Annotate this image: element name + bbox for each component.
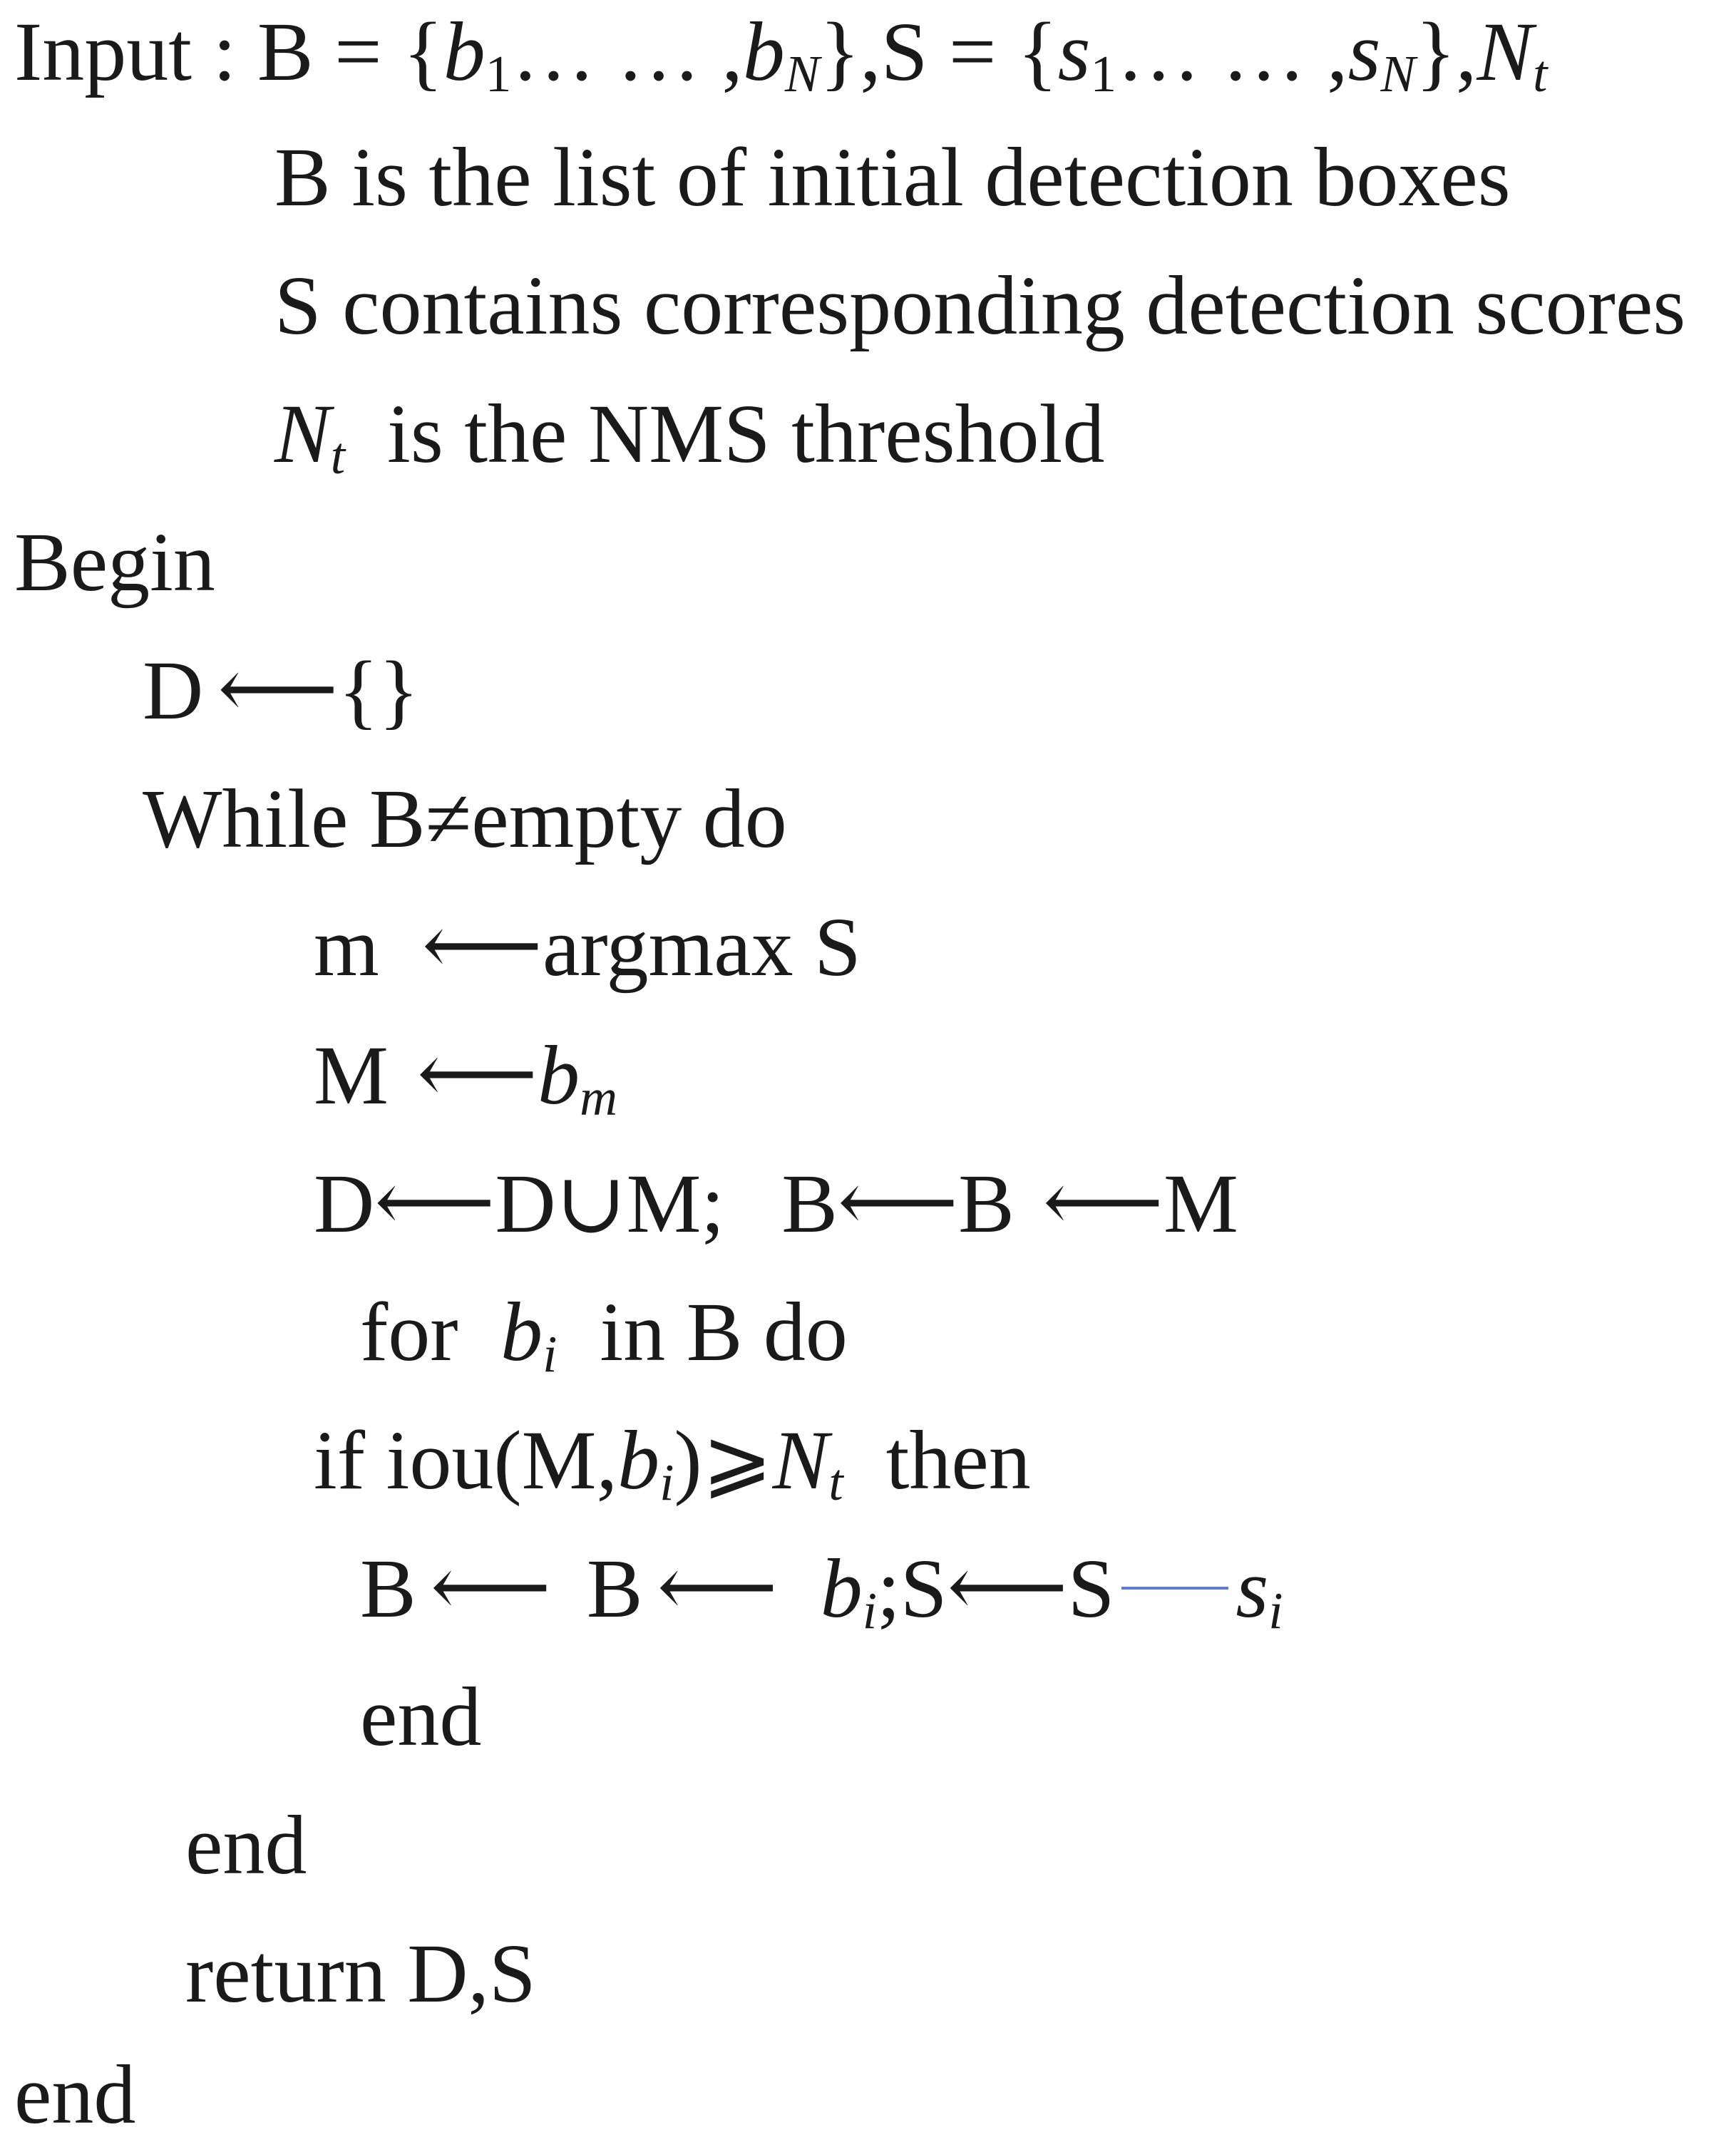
for-rest: in B do [600, 1285, 848, 1379]
update-line: B ⟵ B ⟵ b $_i$ ;S ⟵ S s $_i$ [360, 1540, 1283, 1640]
end-outer-line [14, 2048, 136, 2141]
assign-arrow: ⟵ [430, 1540, 551, 1634]
init-d-line [143, 642, 419, 737]
B-rhs: B [958, 1157, 1015, 1250]
update-b-symbol: b [820, 1542, 863, 1635]
return-statement: return D,S [185, 1927, 536, 2020]
update-B2: B [586, 1542, 643, 1635]
remove-arrow: ⟵ [1042, 1155, 1164, 1249]
while-line [143, 772, 787, 865]
desc-b-line [274, 130, 1511, 224]
end-while-line [185, 1798, 307, 1892]
D-update-line [314, 1155, 1238, 1250]
neq-symbol: ≠ [425, 772, 472, 865]
end-inner-line [360, 1670, 482, 1763]
for-line: for b $_i$ in B do [360, 1285, 848, 1384]
m-assign-line [314, 898, 861, 994]
return-line [185, 1927, 536, 2020]
s-symbol-n: s [1347, 5, 1381, 98]
M-rhs-symbol: b [538, 1029, 580, 1122]
then-keyword: then [885, 1414, 1031, 1507]
M-assign-line: M ⟵ b $_m$ [314, 1026, 617, 1127]
assign-arrow: ⟵ [416, 1026, 538, 1121]
update-S: S [1067, 1542, 1115, 1635]
assign-arrow: ⟵ [217, 642, 339, 736]
desc-s-text: S contains corresponding detection scores [274, 259, 1686, 352]
init-d-lhs: D [143, 644, 204, 737]
begin-line [14, 515, 215, 609]
set-end: }, [1415, 5, 1477, 98]
if-n-symbol: N [772, 1414, 829, 1507]
minus-line [1121, 1587, 1228, 1590]
desc-s-line [274, 259, 1686, 352]
input-label: Input : B = { [14, 5, 443, 98]
for-keyword: for [360, 1285, 480, 1379]
input-line: Input : B = { b $_1$ … … , b $_N$ },S = { s $_1$ … … , s $_N$ }, N $_t$ [14, 5, 1548, 103]
s-dots: … … , [1116, 5, 1348, 98]
desc-nt-text: is the NMS threshold [345, 387, 1105, 480]
if-keyword: if iou(M, [314, 1414, 618, 1507]
set-mid: },S = { [819, 5, 1058, 98]
M-lhs: M [314, 1029, 389, 1122]
B-lhs: B [781, 1157, 838, 1250]
end-inner-keyword: end [360, 1670, 482, 1763]
m-lhs: m [314, 900, 379, 994]
geq-symbol: ⩾ [702, 1414, 773, 1507]
begin-keyword: Begin [14, 515, 215, 609]
update-s-symbol: s [1236, 1542, 1269, 1635]
while-rest: empty do [471, 772, 787, 865]
D-union: D∪M; [495, 1157, 725, 1250]
if-b-symbol: b [617, 1414, 660, 1507]
init-d-rhs: {} [338, 644, 419, 737]
b-symbol: b [443, 5, 486, 98]
while-keyword: While B [143, 772, 426, 865]
D-lhs: D [314, 1157, 375, 1250]
for-b-symbol: b [500, 1285, 543, 1379]
assign-arrow: ⟵ [374, 1155, 495, 1249]
assign-arrow: ⟵ [947, 1540, 1068, 1634]
end-outer-keyword: end [14, 2048, 136, 2141]
remove-arrow: ⟵ [657, 1540, 778, 1634]
desc-nt-line: N $_t$ is the NMS threshold [274, 387, 1105, 485]
m-rhs: argmax S [542, 900, 861, 994]
if-line: if iou(M, b $_i$ ) ⩾ N $_t$ then [314, 1414, 1031, 1512]
assign-arrow: ⟵ [421, 898, 543, 992]
desc-b-text: B is the list of initial detection boxes [274, 130, 1511, 224]
b-dots: … … , [511, 5, 743, 98]
update-B1: B [360, 1542, 416, 1635]
assign-arrow: ⟵ [837, 1155, 959, 1249]
nt-symbol: N [1476, 5, 1534, 98]
end-while-keyword: end [185, 1798, 307, 1892]
if-close: ) [674, 1414, 702, 1507]
desc-nt-symbol: N [274, 387, 331, 480]
s-symbol: s [1057, 5, 1091, 98]
b-symbol-n: b [742, 5, 785, 98]
update-semi: ;S [877, 1542, 947, 1635]
M-removed: M [1163, 1157, 1238, 1250]
